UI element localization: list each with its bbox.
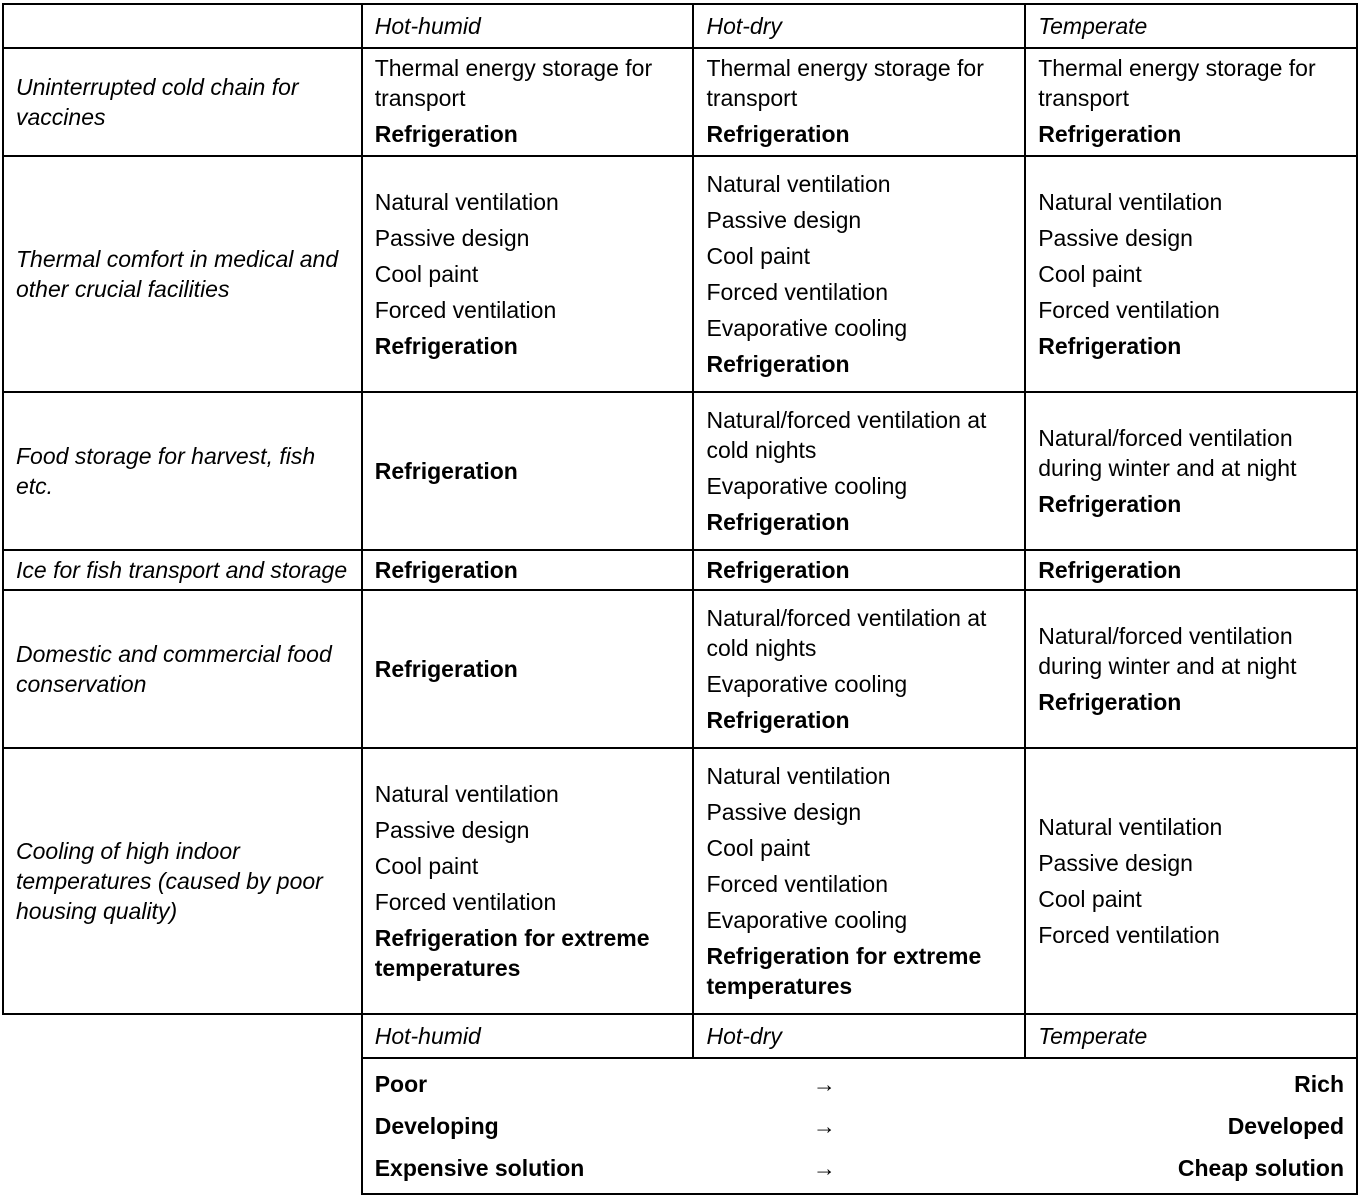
legend-left: Developing	[374, 1113, 499, 1139]
solution-item: Forced ventilation	[706, 279, 888, 305]
refrigeration-item: Refrigeration for extreme temperatures	[374, 925, 650, 981]
solution-item: Cool paint	[706, 243, 811, 269]
row-label: Domestic and commercial food conservation	[3, 590, 362, 748]
solution-item: Thermal energy storage for transport	[706, 55, 984, 111]
row-label: Thermal comfort in medical and other crucial facilities	[3, 156, 362, 392]
solution-item: Forced ventilation	[374, 297, 557, 323]
table-row	[3, 392, 1357, 550]
footer-column-header: Temperate	[1025, 1014, 1357, 1058]
solution-item: Evaporative cooling	[706, 671, 908, 697]
solution-item: Natural ventilation	[374, 189, 559, 215]
solution-item: Natural/forced ventilation at cold nights	[706, 605, 987, 661]
footer-column-header: Hot-dry	[693, 1014, 1025, 1058]
table-row	[3, 590, 1357, 748]
solution-cell	[693, 590, 1025, 748]
refrigeration-item: Refrigeration	[374, 557, 518, 583]
solution-cell	[362, 550, 694, 590]
solution-item: Natural ventilation	[706, 171, 891, 197]
legend-right: Cheap solution	[1177, 1155, 1345, 1181]
corner-cell	[3, 4, 362, 48]
solution-cell	[362, 392, 694, 550]
solution-item: Passive design	[374, 817, 530, 843]
legend-right: Rich	[1294, 1071, 1345, 1097]
solution-cell	[1025, 392, 1357, 550]
solution-cell	[1025, 48, 1357, 156]
legend-left: Poor	[374, 1071, 428, 1097]
refrigeration-item: Refrigeration	[1038, 557, 1182, 583]
solution-item: Thermal energy storage for transport	[374, 55, 653, 111]
solution-item: Natural ventilation	[1038, 814, 1223, 840]
solution-item: Forced ventilation	[1038, 297, 1220, 323]
legend-row	[3, 1058, 1357, 1194]
table-row	[3, 748, 1357, 1014]
refrigeration-item: Refrigeration	[1038, 121, 1182, 147]
table-row	[3, 550, 1357, 590]
solution-cell	[693, 156, 1025, 392]
solution-cell	[1025, 590, 1357, 748]
solution-item: Cool paint	[1038, 886, 1142, 912]
column-header: Hot-dry	[693, 4, 1025, 48]
solution-item: Cool paint	[374, 261, 479, 287]
solution-item: Evaporative cooling	[706, 315, 908, 341]
arrow-icon: →	[812, 1155, 836, 1181]
legend-line	[375, 1063, 1344, 1105]
footer-column-header: Hot-humid	[362, 1014, 694, 1058]
solution-item: Passive design	[1038, 850, 1193, 876]
solution-item: Passive design	[706, 799, 862, 825]
solution-item: Natural ventilation	[1038, 189, 1223, 215]
solution-item: Natural/forced ventilation during winter and at night	[1038, 623, 1297, 679]
refrigeration-item: Refrigeration	[374, 333, 518, 359]
solution-cell	[1025, 156, 1357, 392]
solution-item: Evaporative cooling	[706, 473, 908, 499]
row-label: Uninterrupted cold chain for vaccines	[3, 48, 362, 156]
refrigeration-item: Refrigeration	[1038, 689, 1182, 715]
column-header: Temperate	[1025, 4, 1357, 48]
solution-item: Forced ventilation	[1038, 922, 1220, 948]
row-label: Food storage for harvest, fish etc.	[3, 392, 362, 550]
refrigeration-item: Refrigeration	[1038, 333, 1182, 359]
solution-item: Forced ventilation	[374, 889, 557, 915]
legend-cell	[362, 1058, 1357, 1194]
header-row	[3, 4, 1357, 48]
solution-item: Natural/forced ventilation at cold nights	[706, 407, 987, 463]
column-header: Hot-humid	[362, 4, 694, 48]
solution-cell	[362, 48, 694, 156]
refrigeration-item: Refrigeration	[374, 458, 518, 484]
row-label: Ice for fish transport and storage	[3, 550, 362, 590]
refrigeration-item: Refrigeration	[706, 351, 850, 377]
solution-item: Cool paint	[1038, 261, 1142, 287]
solution-item: Forced ventilation	[706, 871, 888, 897]
solution-item: Passive design	[1038, 225, 1193, 251]
legend-line	[375, 1105, 1344, 1147]
solution-cell	[693, 48, 1025, 156]
solution-item: Natural ventilation	[374, 781, 559, 807]
legend-blank-cell	[3, 1058, 362, 1194]
refrigeration-item: Refrigeration	[706, 509, 850, 535]
refrigeration-item: Refrigeration	[706, 121, 850, 147]
solution-cell	[362, 748, 694, 1014]
solution-cell	[362, 590, 694, 748]
solution-item: Passive design	[706, 207, 862, 233]
solution-cell	[362, 156, 694, 392]
refrigeration-item: Refrigeration	[374, 121, 518, 147]
solution-item: Natural ventilation	[706, 763, 891, 789]
refrigeration-item: Refrigeration for extreme temperatures	[706, 943, 982, 999]
table-row	[3, 48, 1357, 156]
solution-item: Evaporative cooling	[706, 907, 908, 933]
arrow-icon: →	[812, 1071, 836, 1097]
refrigeration-item: Refrigeration	[1038, 491, 1182, 517]
refrigeration-item: Refrigeration	[374, 656, 518, 682]
legend-left: Expensive solution	[374, 1155, 585, 1181]
solution-cell	[693, 550, 1025, 590]
solution-item: Natural/forced ventilation during winter and at night	[1038, 425, 1297, 481]
arrow-icon: →	[812, 1113, 836, 1139]
solution-cell	[693, 748, 1025, 1014]
solution-item: Cool paint	[706, 835, 811, 861]
legend-right: Developed	[1227, 1113, 1345, 1139]
cooling-solutions-table	[2, 3, 1358, 1195]
solution-item: Passive design	[374, 225, 530, 251]
refrigeration-item: Refrigeration	[706, 707, 850, 733]
refrigeration-item: Refrigeration	[706, 557, 850, 583]
solution-cell	[1025, 550, 1357, 590]
solution-item: Thermal energy storage for transport	[1038, 55, 1316, 111]
solution-item: Cool paint	[374, 853, 479, 879]
footer-blank-cell	[3, 1014, 362, 1058]
table-row	[3, 156, 1357, 392]
solution-cell	[693, 392, 1025, 550]
footer-header-row	[3, 1014, 1357, 1058]
row-label: Cooling of high indoor temperatures (caused by poor housing quality)	[3, 748, 362, 1014]
solution-cell	[1025, 748, 1357, 1014]
